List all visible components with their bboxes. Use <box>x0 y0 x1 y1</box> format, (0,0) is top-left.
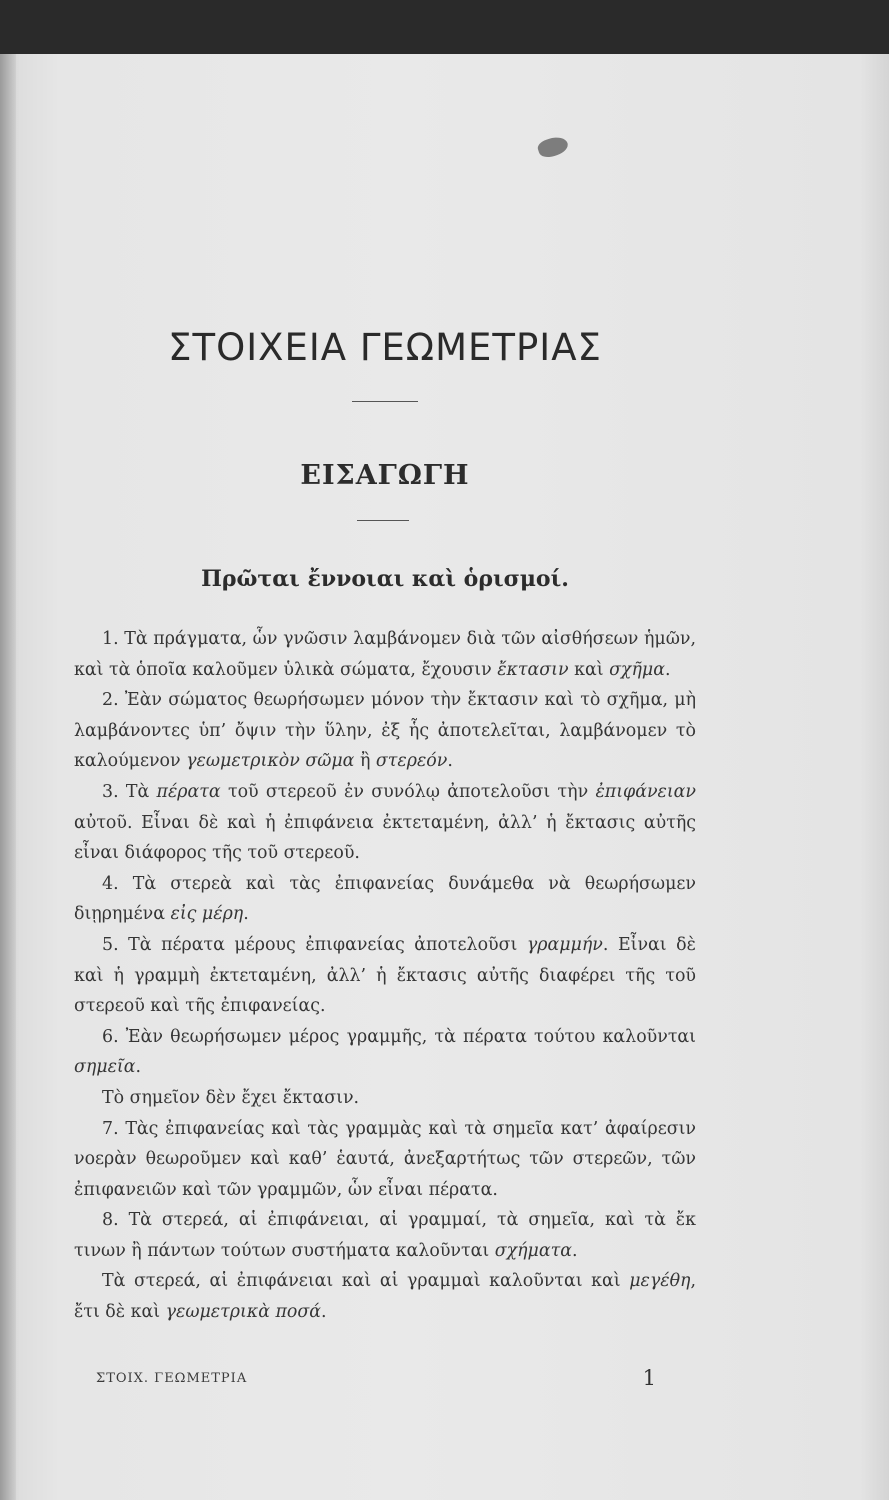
paragraph: 4. Τὰ στερεὰ καὶ τὰς ἐπιφανείας δυνάμεθα νὰ θεωρήσωμεν διῃρημένα εἰς μέρη. <box>74 873 696 925</box>
paragraph: 7. Τὰς ἐπιφανείας καὶ τὰς γραμμὰς καὶ τὰ σημεῖα κατ’ ἀφαίρεσιν νοερὰν θεωροῦμεν καὶ καθ’ ἑαυτά, ἀνεξαρτήτως τῶν στερεῶν, τῶν ἐπιφανειῶν καὶ τῶν γραμμῶν, ὧν εἶναι πέρατα. <box>74 1118 696 1200</box>
paragraph: 3. Τὰ πέρατα τοῦ στερεοῦ ἐν συνόλῳ ἀποτελοῦσι τὴν ἐπιφάνειαν αὐτοῦ. Εἶναι δὲ καὶ ἡ ἐπιφάνεια ἐκτεταμένη, ἀλλ’ ἡ ἔκτασις αὐτῆς εἶναι διάφορος τῆς τοῦ στερεοῦ. <box>74 781 696 864</box>
body-text <box>74 624 696 1328</box>
page-title: ΣΤΟΙΧΕΙΑ ΓΕΩΜΕΤΡΙΑΣ <box>168 326 602 369</box>
page-footer <box>96 1366 656 1390</box>
paragraph: 1. Τὰ πράγματα, ὧν γνῶσιν λαμβάνομεν διὰ τῶν αἰσθήσεων ἡμῶν, καὶ τὰ ὁποῖα καλοῦμεν ὑλικὰ σώματα, ἔχουσιν ἔκτασιν καὶ σχῆμα. <box>74 629 696 680</box>
page-fold-shadow <box>0 54 16 1500</box>
section-title: Πρῶται ἔννοιαι καὶ ὁρισμοί. <box>201 566 569 592</box>
signature-mark: ΣΤΟΙΧ. ΓΕΩΜΕΤΡΙΑ <box>96 1371 248 1386</box>
paragraph: Τὰ στερεά, αἱ ἐπιφάνειαι καὶ αἱ γραμμαὶ καλοῦνται καὶ μεγέθη, ἔτι δὲ καὶ γεωμετρικὰ ποσά. <box>74 1271 696 1323</box>
paragraph: 5. Τὰ πέρατα μέρους ἐπιφανείας ἀποτελοῦσι γραμμήν. Εἶναι δὲ καὶ ἡ γραμμὴ ἐκτεταμένη, ἀλλ’ ἡ ἔκτασις αὐτῆς διαφέρει τῆς τοῦ στερεοῦ καὶ τῆς ἐπιφανείας. <box>74 934 696 1017</box>
page-number: 1 <box>642 1366 656 1390</box>
paragraph: 2. Ἐὰν σώματος θεωρήσωμεν μόνον τὴν ἔκτασιν καὶ τὸ σχῆμα, μὴ λαμβάνοντες ὑπ’ ὄψιν τὴν ὕλην, ἐξ ἧς ἀποτελεῖται, λαμβάνομεν τὸ καλούμενον γεωμετρικὸν σῶμα ἢ στερεόν. <box>74 690 696 772</box>
paragraph: 6. Ἐὰν θεωρήσωμεν μέρος γραμμῆς, τὰ πέρατα τούτου καλοῦνται σημεῖα. <box>74 1026 696 1078</box>
title-divider <box>352 401 418 402</box>
chapter-divider <box>357 520 409 521</box>
paragraph: Τὸ σημεῖον δὲν ἔχει ἔκτασιν. <box>102 1087 360 1108</box>
chapter-title: ΕΙΣΑΓΩΓΗ <box>300 460 470 491</box>
paragraph: 8. Τὰ στερεά, αἱ ἐπιφάνειαι, αἱ γραμμαί, τὰ σημεῖα, καὶ τὰ ἔκ τινων ἢ πάντων τούτων συστήματα καλοῦνται σχήματα. <box>74 1210 696 1261</box>
